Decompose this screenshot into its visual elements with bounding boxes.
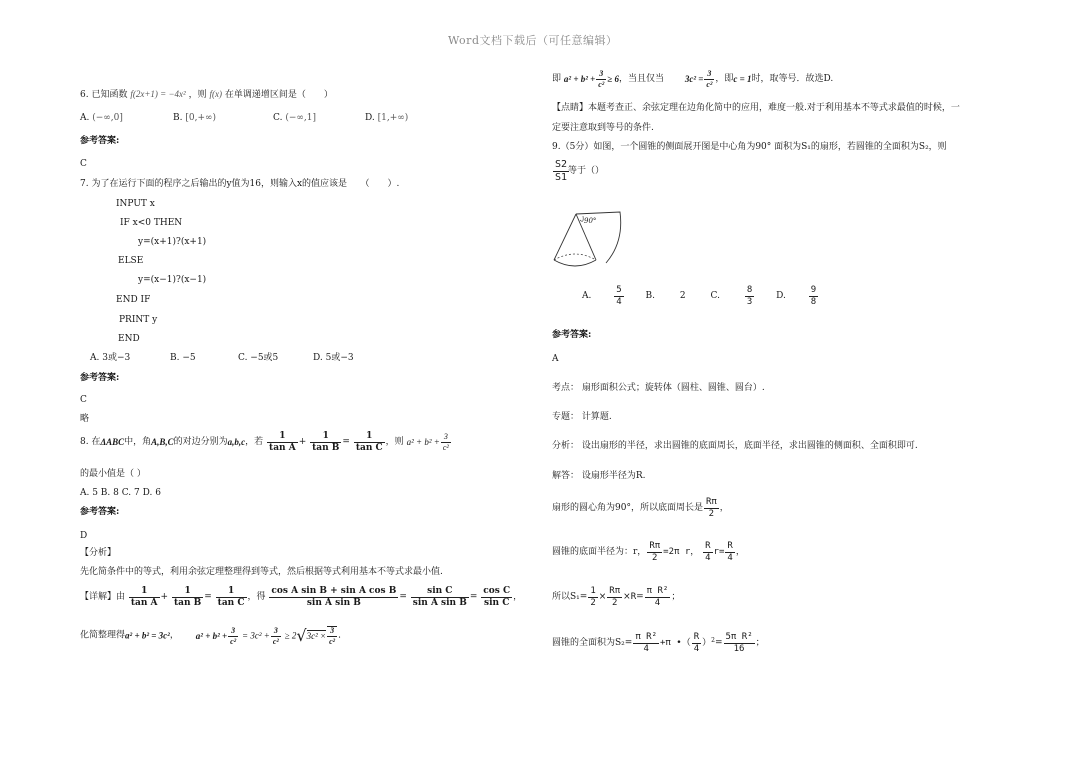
frac-1-tanA: $\frac{1}{\text{tan A}}$ xyxy=(269,431,296,453)
q7-stem: 7. 为了在运行下面的程序之后输出的y值为16，则输入x的值应该是 （ ）. xyxy=(80,179,400,189)
q6-stem-b: ，则 xyxy=(188,90,207,100)
q9-options: A. $\frac{5}{4}$ B. 2 C. $\frac{8}{3}$ D. $\frac{9}{8}$ xyxy=(582,285,817,307)
analysis-text: 先化简条件中的等式，利用余弦定理整理得到等式，然后根据等式利用基本不等式求最小值. xyxy=(80,567,443,577)
code-line-4: ELSE xyxy=(118,256,144,266)
q7-option-c: C. −5或5 xyxy=(238,353,279,363)
q9-answer-label: 参考答案: xyxy=(552,330,592,340)
q8-options: A. 5 B. 8 C. 7 D. 6 xyxy=(80,488,161,498)
q7-answer: C xyxy=(80,395,87,405)
analysis-label: 【分析】 xyxy=(80,548,117,558)
q9-stem: 9.（5分）如图，一个圆锥的侧面展开图是中心角为90° 面积为S₁的扇形，若圆锥的全面积为S₂，则 xyxy=(552,142,947,152)
code-line-8: END xyxy=(118,334,140,344)
code-line-1: INPUT x xyxy=(116,199,155,209)
q6-answer: C xyxy=(80,159,87,169)
frac-1-tanB: $\frac{1}{\text{tan B}}$ xyxy=(312,431,340,453)
q6-option-b: B. [0,+∞) xyxy=(173,113,217,123)
frac-1-tanC: $\frac{1}{\text{tan C}}$ xyxy=(355,431,383,453)
kaodian: 考点： 扇形面积公式；旋转体（圆柱、圆锥、圆台）. xyxy=(552,383,765,393)
q8-stem-tail: 的最小值是（ ） xyxy=(80,469,146,479)
detail-equation: 【详解】由 $\frac{1}{\text{tan A}}$ + $\frac{1}{\text{tan B}}$ = $\frac{1}{\text{tan C}}$ ，得 $\frac{\text{cos A sin B + sin A cos B}}{\text{sin A sin B}}$ = $\frac{\text{sin C}}{\text{sin A sin B}}$ = $\frac{\text{cos C}}{\text{sin C}}$ ， xyxy=(80,586,523,608)
q7-option-a: A. 3或−3 xyxy=(90,353,131,363)
q9-ratio: $\frac{S2}{S1}$ 等于（） xyxy=(555,159,605,183)
code-line-7: PRINT y xyxy=(119,315,158,325)
q7-note: 略 xyxy=(80,414,90,424)
solution-line-1: 扇形的圆心角为90°，所以底面周长是 $\frac{R\pi}{2}$ ， xyxy=(552,497,729,519)
right-top-line: 即 a² + b² + $\frac{3}{\text{c²}}$ ≥ 6，当且仅当 3c² = $\frac{3}{\text{c²}}$ ，即c = 1时，取等号．故选D. xyxy=(552,69,834,89)
solution-line-3: 所以S₁= $\frac{1}{2}$ × $\frac{R\pi}{2}$ ×R= $\frac{\text{π R²}}{4}$ ； xyxy=(552,586,681,608)
q6-option-d: D. [1,+∞) xyxy=(365,113,409,123)
q6-stem-c: 在单调递增区间是（ ） xyxy=(224,90,333,100)
q7-option-d: D. 5或−3 xyxy=(313,353,354,363)
q8-stem: 8. 在ΔABC中，角A,B,C的对边分别为a,b,c，若 $\frac{1}{\text{tan A}}$ + $\frac{1}{\text{tan B}}$ = $\frac{1}{\text{tan C}}$ ，则 a² + b² + $\frac{3}{\text{c²}}$ xyxy=(80,431,449,453)
q8-answer-label: 参考答案: xyxy=(80,507,120,517)
frac-3-c2: $\frac{3}{\text{c²}}$ xyxy=(442,432,449,452)
q6-option-c: C. (−∞,1] xyxy=(273,113,316,123)
page-header: Word文档下载后（可任意编辑） xyxy=(448,34,618,47)
code-line-5: y=(x−1)?(x−1) xyxy=(138,275,207,285)
q6-fx: f(x) xyxy=(209,89,222,99)
q6-function: f(2x+1) = −4x² xyxy=(130,89,186,99)
code-line-3: y=(x+1)?(x+1) xyxy=(138,237,207,247)
simplify-line: 化简整理得a² + b² = 3c²， a² + b² + $\frac{3}{\text{c²}}$ = 3c² + $\frac{3}{\text{c²}}$ ≥ 2√3c² × $\frac{3}{\text{c²}}$ ． xyxy=(80,625,348,646)
q6-stem-a: 6. 已知函数 xyxy=(80,90,128,100)
q7-answer-label: 参考答案: xyxy=(80,373,120,383)
q6-answer-label: 参考答案: xyxy=(80,136,120,146)
angle-label: 90° xyxy=(584,217,597,225)
zhuanti: 专题： 计算题. xyxy=(552,412,612,422)
q9-answer: A xyxy=(552,354,559,364)
solution-line-2: 圆锥的底面半径为：r， $\frac{R\pi}{2}$ =2π r， $\frac{R}{4}$ r= $\frac{R}{4}$ ， xyxy=(552,541,745,563)
fenxi: 分析： 设出扇形的半径，求出圆锥的底面周长，底面半径，求出圆锥的侧面积、全面积即可. xyxy=(552,441,918,451)
q6-stem xyxy=(80,90,333,100)
q8-answer: D xyxy=(80,531,88,541)
comment-line-2: 定要注意取到等号的条件. xyxy=(552,123,654,133)
solution-line-4: 圆锥的全面积为S₂= $\frac{\text{π R²}}{4}$ +π •（ $\frac{R}{4}$ ）$^2$= $\frac{\text{5π R²}}{16}$ ； xyxy=(552,632,765,654)
jieda: 解答： 设扇形半径为R. xyxy=(552,471,646,481)
code-line-2: IF x<0 THEN xyxy=(120,218,183,228)
q7-option-b: B. −5 xyxy=(170,353,196,363)
comment-line-1: 【点睛】本题考查正、余弦定理在边角化简中的应用，难度一般.对于利用基本不等式求最值的时候，一 xyxy=(552,103,960,113)
q6-option-a: A. (−∞,0] xyxy=(80,113,123,123)
code-line-6: END IF xyxy=(116,295,151,305)
